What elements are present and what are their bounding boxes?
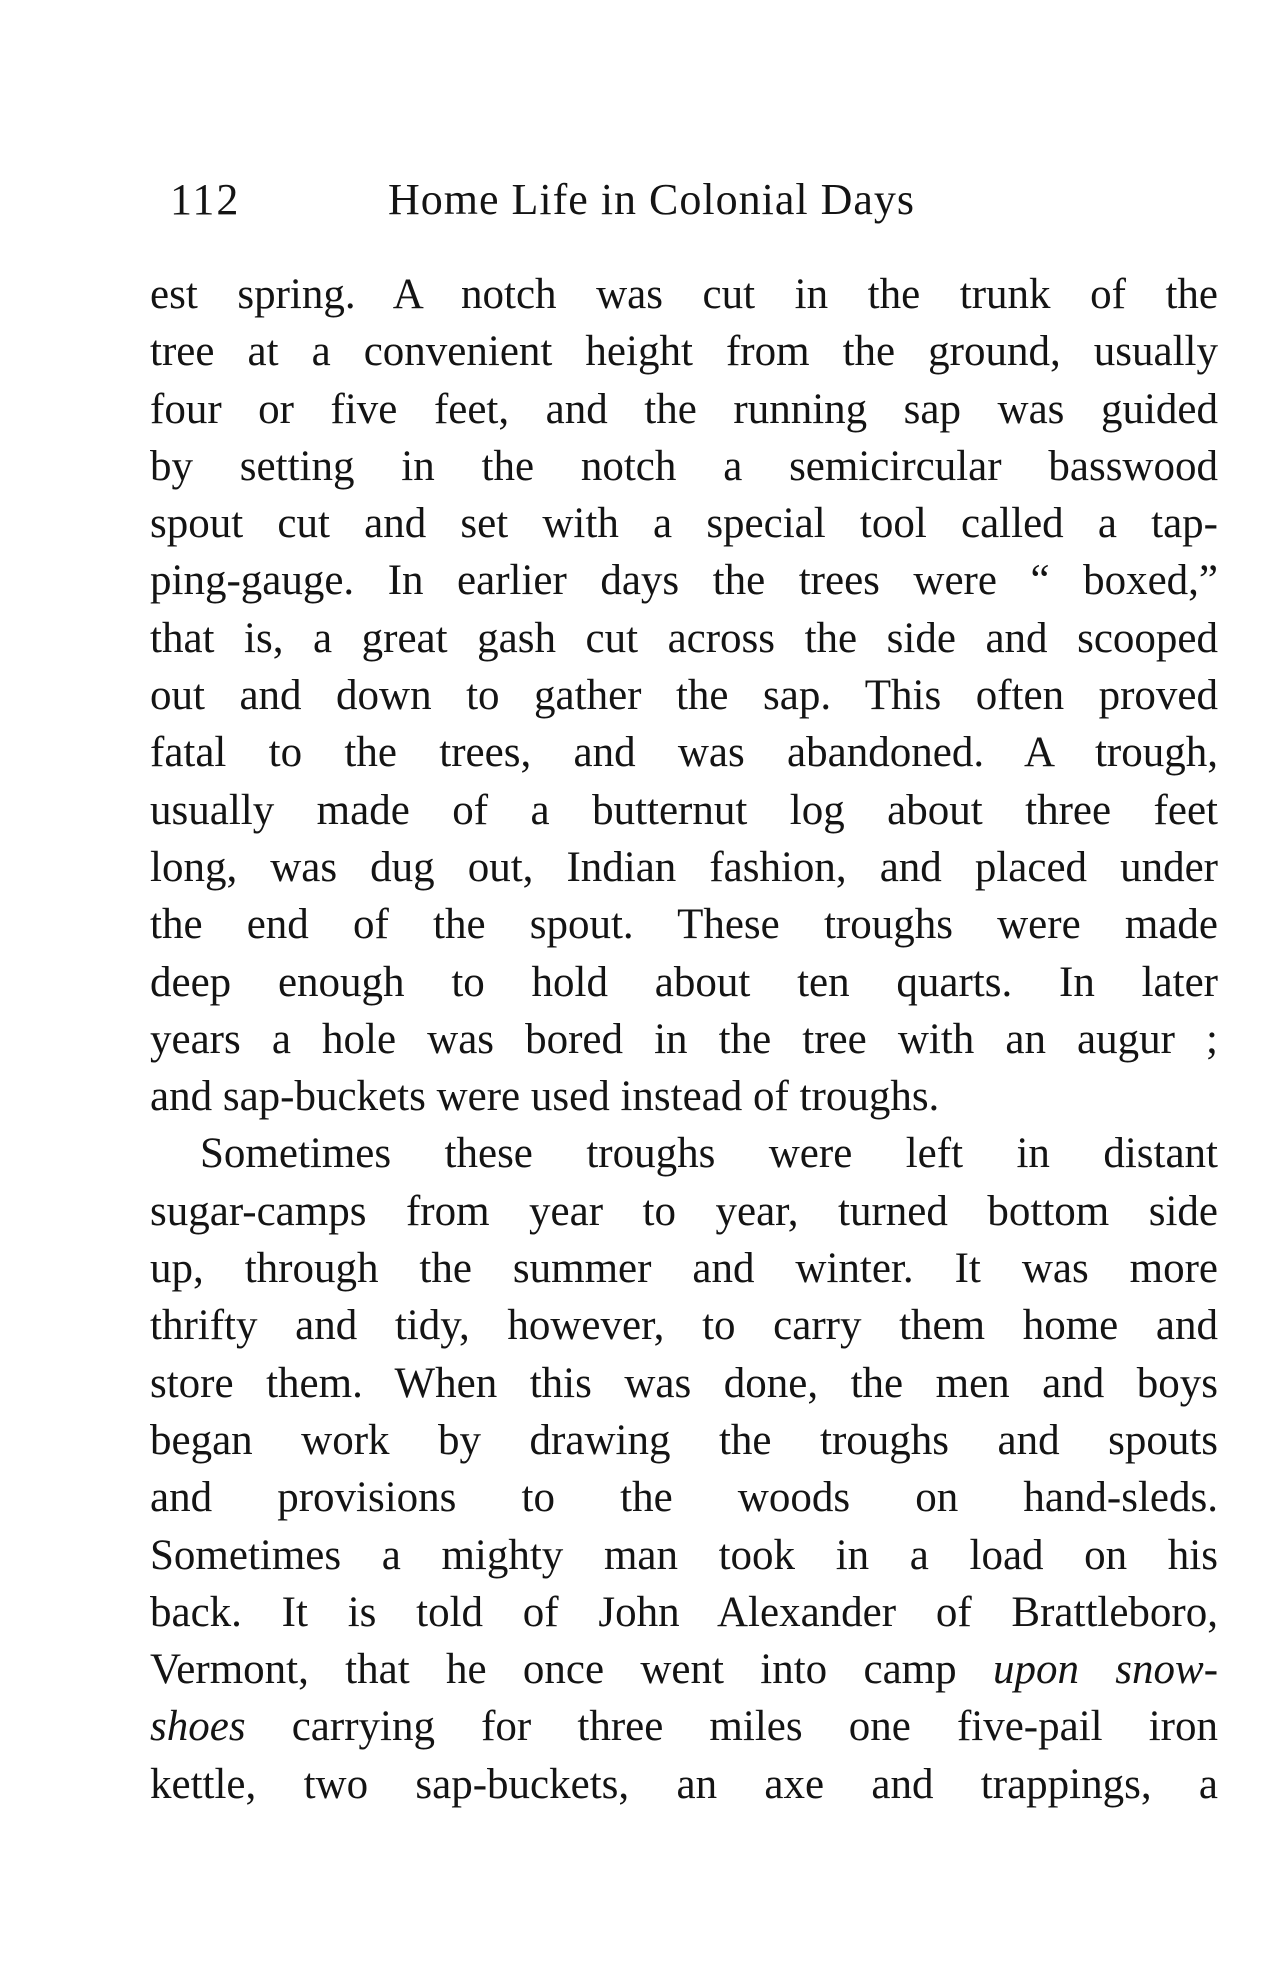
text-line: tree at a convenient height from the ground, usually: [150, 328, 1218, 376]
text-line: long, was dug out, Indian fashion, and placed under: [150, 843, 1218, 891]
italic-phrase: upon snow-: [992, 1646, 1219, 1694]
text-line: ping-gauge. In earlier days the trees were “ boxed,”: [150, 557, 1218, 605]
text-line: by setting in the notch a semicircular basswood: [150, 442, 1218, 490]
text-line: Sometimes a mighty man took in a load on his: [150, 1531, 1218, 1579]
text-line: the end of the spout. These troughs were made: [150, 901, 1218, 949]
paragraph-start-line: Sometimes these troughs were left in distant: [200, 1130, 1218, 1178]
text-line: deep enough to hold about ten quarts. In later: [150, 958, 1218, 1006]
text-segment: carrying for three miles one five-pail iron: [291, 1703, 1218, 1751]
running-title: Home Life in Colonial Days: [388, 175, 916, 224]
text-line-with-italic: [150, 1698, 1218, 1755]
page-number: 112: [170, 175, 241, 224]
text-line: spout cut and set with a special tool called a tap-: [150, 500, 1218, 548]
text-line: that is, a great gash cut across the side and scooped: [150, 614, 1218, 662]
text-line: fatal to the trees, and was abandoned. A trough,: [150, 729, 1218, 777]
text-line: and provisions to the woods on hand-sleds.: [150, 1474, 1218, 1522]
text-line: back. It is told of John Alexander of Brattleboro,: [150, 1588, 1218, 1636]
text-line: usually made of a butternut log about three feet: [150, 786, 1218, 834]
italic-phrase: shoes: [150, 1703, 246, 1751]
paragraph-end-line: and sap-buckets were used instead of troughs.: [150, 1073, 940, 1121]
text-line: sugar-camps from year to year, turned bottom side: [150, 1187, 1218, 1235]
text-line-with-italic: [150, 1641, 1218, 1698]
text-line: four or five feet, and the running sap was guided: [150, 385, 1218, 433]
running-head: [160, 170, 1020, 230]
text-line: store them. When this was done, the men and boys: [150, 1359, 1218, 1407]
text-line: thrifty and tidy, however, to carry them home and: [150, 1302, 1218, 1350]
text-line: began work by drawing the troughs and spouts: [150, 1416, 1218, 1464]
body-text: [150, 266, 1218, 1813]
text-segment: Vermont, that he once went into camp: [150, 1646, 957, 1694]
text-line: est spring. A notch was cut in the trunk of the: [150, 271, 1218, 318]
text-line: kettle, two sap-buckets, an axe and trappings, a: [150, 1760, 1218, 1808]
text-line: years a hole was bored in the tree with an augur ;: [150, 1015, 1218, 1063]
text-line: out and down to gather the sap. This often proved: [150, 672, 1218, 720]
text-line: up, through the summer and winter. It was more: [150, 1245, 1218, 1293]
